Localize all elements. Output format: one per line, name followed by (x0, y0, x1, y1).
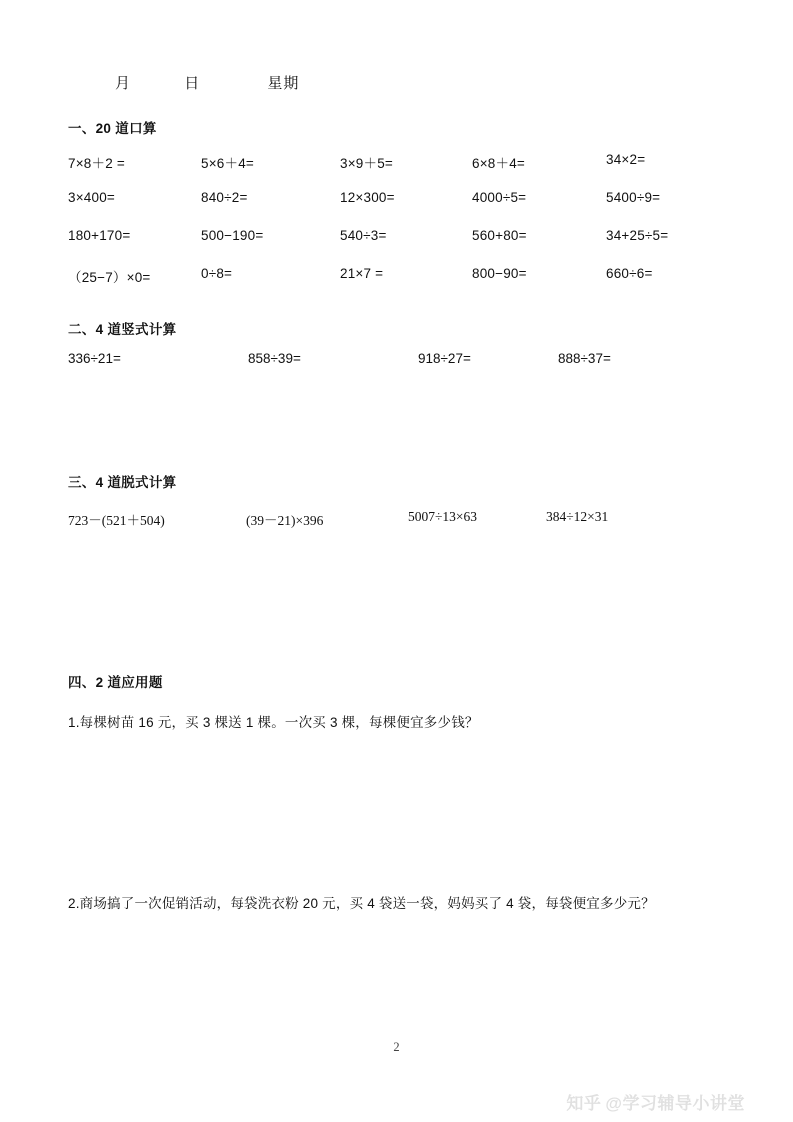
watermark-brand: 知乎 (566, 1094, 602, 1113)
watermark-username: @学习辅导小讲堂 (605, 1094, 745, 1113)
section-heading-word-problems: 四、2 道应用题 (68, 675, 163, 690)
oral-problem: 0÷8= (201, 266, 233, 281)
stepwise-problem: 5007÷13×63 (408, 509, 478, 524)
oral-problem: 500−190= (201, 228, 264, 243)
oral-problem: 660÷6= (606, 266, 653, 281)
oral-problem: 21×7 = (340, 266, 384, 281)
oral-problem: 4000÷5= (472, 190, 527, 205)
oral-problem: 180+170= (68, 228, 131, 243)
oral-problem: 12×300= (340, 190, 395, 205)
weekday-label: 星期 (267, 75, 300, 92)
section-heading-vertical: 二、4 道竖式计算 (68, 322, 177, 337)
month-label: 月 (115, 75, 132, 92)
oral-problem: 3×400= (68, 190, 115, 205)
oral-problem: 540÷3= (340, 228, 387, 243)
oral-problem: 800−90= (472, 266, 527, 281)
vertical-problem: 888÷37= (558, 351, 611, 366)
oral-row (68, 266, 728, 304)
page-number: 2 (393, 1040, 400, 1054)
oral-problem: 34×2= (606, 152, 646, 167)
vertical-problem: 336÷21= (68, 351, 121, 366)
oral-arithmetic-grid (68, 152, 728, 304)
oral-problem: 560+80= (472, 228, 527, 243)
stepwise-problem: 723－(521＋504) (68, 513, 165, 528)
vertical-problem-row (68, 351, 728, 375)
oral-row (68, 228, 728, 266)
oral-problem: 5×6＋4= (201, 156, 254, 171)
oral-problem: 840÷2= (201, 190, 248, 205)
vertical-problem: 858÷39= (248, 351, 301, 366)
stepwise-problem-row (68, 509, 728, 533)
word-problem: 2.商场搞了一次促销活动，每袋洗衣粉 20 元，买 4 袋送一袋，妈妈买了 4 袋，每袋便宜多少元？ (68, 896, 655, 911)
date-line (70, 72, 720, 93)
oral-problem: 6×8＋4= (472, 156, 525, 171)
word-problem: 1.每棵树苗 16 元，买 3 棵送 1 棵。一次买 3 棵，每棵便宜多少钱？ (68, 715, 479, 730)
section-heading-stepwise: 三、4 道脱式计算 (68, 475, 177, 490)
stepwise-problem: (39－21)×396 (246, 513, 324, 528)
stepwise-problem: 384÷12×31 (546, 509, 609, 524)
oral-row (68, 152, 728, 190)
oral-problem: 34+25÷5= (606, 228, 669, 243)
section-heading-oral: 一、20 道口算 (68, 121, 157, 136)
oral-problem: 5400÷9= (606, 190, 661, 205)
day-label: 日 (184, 75, 201, 92)
vertical-problem: 918÷27= (418, 351, 471, 366)
oral-problem: 7×8＋2 = (68, 156, 125, 171)
oral-row (68, 190, 728, 228)
oral-problem: （25−7）×0= (68, 270, 151, 285)
zhihu-watermark (566, 1089, 745, 1114)
oral-problem: 3×9＋5= (340, 156, 393, 171)
